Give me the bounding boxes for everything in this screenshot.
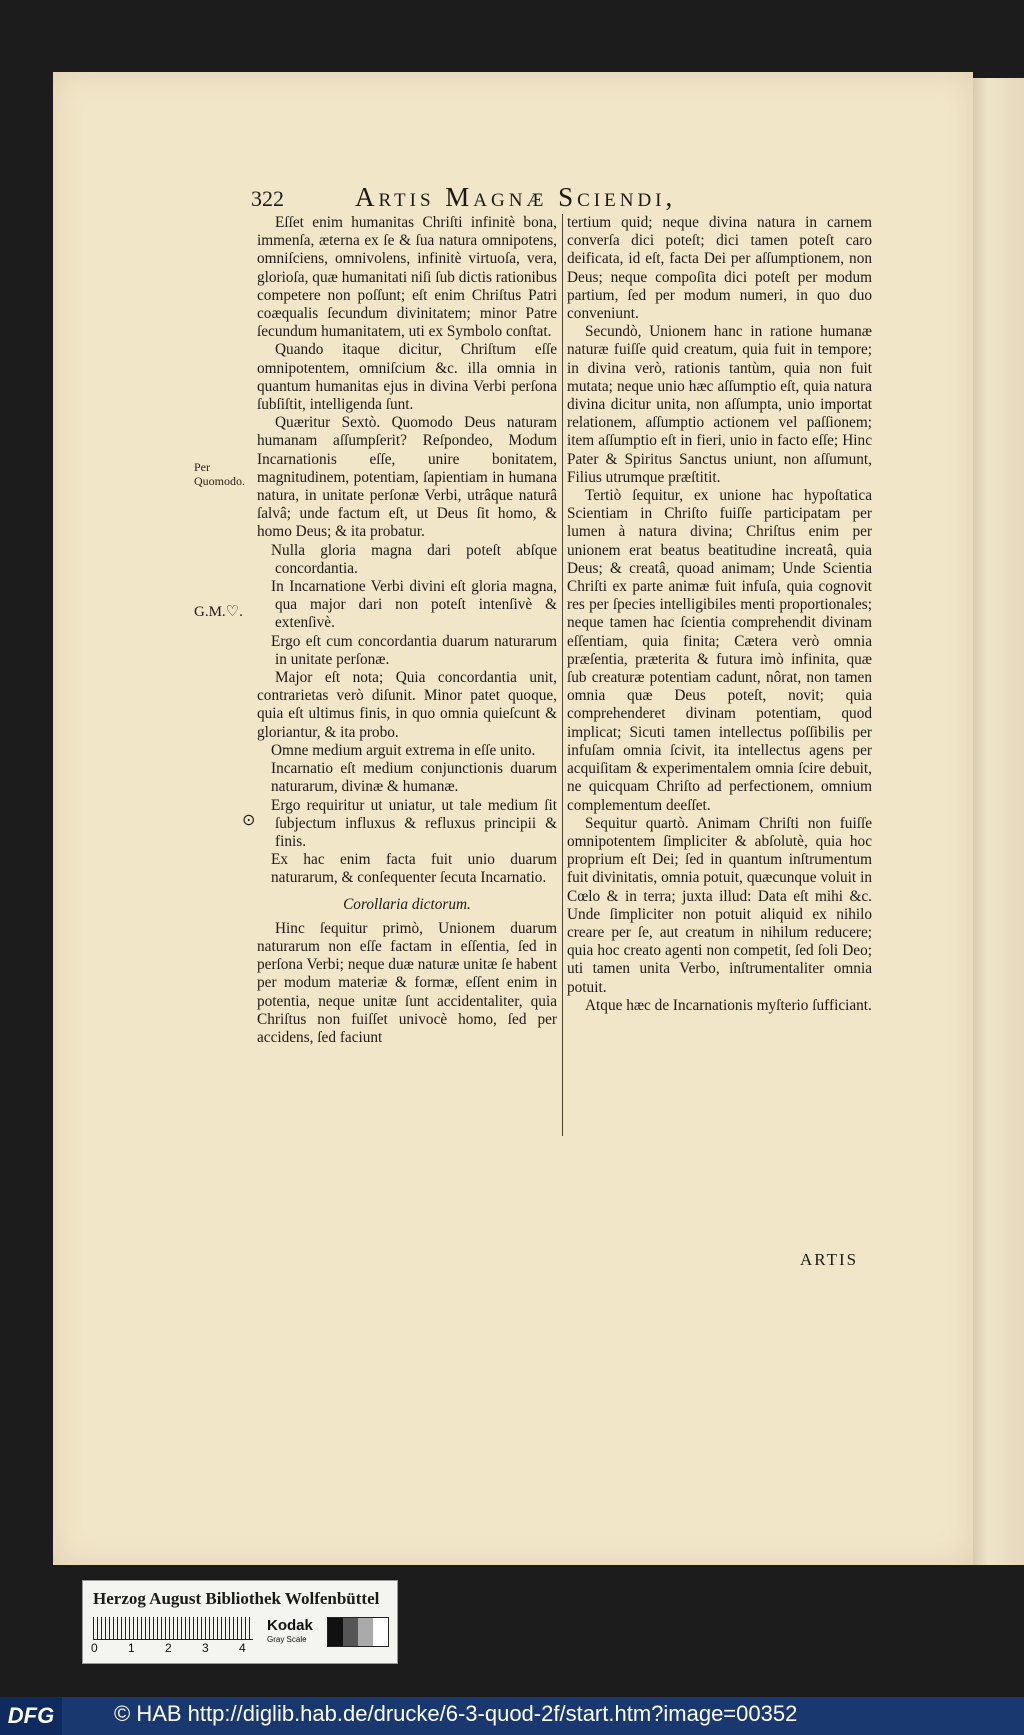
gray-scale-label: Gray Scale	[267, 1635, 307, 1644]
right-text-column	[567, 214, 872, 1015]
ruler-number: 0	[91, 1641, 98, 1655]
ruler-number: 1	[128, 1641, 135, 1655]
paragraph: Ergo requiritur ut uniatur, ut tale medium ſit ſubjectum influxus & refluxus principii & finis.	[271, 796, 557, 850]
margin-note-gm: G.M.♡.	[194, 604, 243, 620]
paragraph: Secundò, Unionem hanc in ratione humanæ naturæ fuiſſe quid creatum, quia fuit in tempore; in divina verò, rationis tantùm, quia non fuit mutata; neque unio hæc aſſumptio eſt, quia natura divina dicitur unita, non aſſumpta, unio importat relationem, aſſumptio actionem vel paſſionem; item aſſumptio eſt in fieri, unio in facto eſſe; Hinc Pater & Spiritus Sanctus uniunt, non aſſumunt, Filius utrumque præſtitit.	[567, 323, 872, 486]
paragraph: Ex hac enim facta fuit unio duarum naturarum, & conſequenter ſecuta Incarnatio.	[271, 851, 557, 887]
gray-scale-patches	[327, 1617, 389, 1647]
ruler-number: 4	[239, 1641, 246, 1655]
ruler-number: 2	[165, 1641, 172, 1655]
paragraph: Nulla gloria magna dari poteſt abſque concordantia.	[271, 541, 557, 577]
paragraph: Major eſt nota; Quia concordantia unit, contrarietas verò diſunit. Minor patet quoque, quia eſt ultimus finis, in quo omnia quieſcunt & gloriantur, & ita probo.	[257, 669, 557, 741]
paragraph: Hinc ſequitur primò, Unionem duarum naturarum non eſſe factam in eſſentia, ſed in perſona Verbi; neque duæ naturæ unitæ ſe habent per modum materiæ & formæ, eſſent enim in potentia, neque unitæ ſunt accidentaliter, quia Chriſtus non fuiſſet univocè homo, ſed per accidens, ſed faciunt	[257, 919, 557, 1046]
margin-note-quomodo: Per Quomodo.	[194, 460, 245, 488]
paragraph: Corollaria dictorum.	[343, 895, 471, 913]
copyright-link[interactable]: © HAB http://diglib.hab.de/drucke/6-3-quod-2f/start.htm?image=00352	[114, 1701, 798, 1726]
library-name: Herzog August Bibliothek Wolfenbüttel	[93, 1589, 380, 1608]
dfg-logo: DFG	[0, 1697, 62, 1735]
paragraph: Omne medium arguit extrema in eſſe unito.	[271, 741, 536, 759]
catchword: ARTIS	[800, 1250, 859, 1269]
page-number: 322	[251, 186, 284, 211]
library-color-card	[82, 1580, 398, 1664]
paragraph: Ergo eſt cum concordantia duarum naturarum in unitate perſonæ.	[271, 632, 557, 668]
paragraph: Eſſet enim humanitas Chriſti infinitè bona, immenſa, æterna ex ſe & ſua natura omnipotens, omniſciens, omnivolens, infinitè virtuoſa, vera, glorioſa, quæ humanitati niſi ſub dictis rationibus competere non poſſunt; eſt enim Chriſtus Patri coæqualis ſecundum divinitatem; minor Patre ſecundum humanitatem, uti ex Symbolo conſtat.	[257, 214, 557, 341]
paragraph: Quæritur Sextò. Quomodo Deus naturam humanam aſſumpſerit? Reſpondeo, Modum Incarnationis eſſe, unire bonitatem, magnitudinem, potentiam, ſapientiam in humana natura, in unitate perſonæ Verbi, utrâque naturâ ſalvâ; unde factum eſt, ut Deus ſit homo, & homo Deus; & ita probatur.	[257, 414, 557, 541]
paragraph: Tertiò ſequitur, ex unione hac hypoſtatica Scientiam in Chriſto fuiſſe participatam per lumen à natura divina; Chriſtus enim per unionem erat beatus beatitudine increatâ, quia Deus; & creatâ, quoad animam; Unde Scientia Chriſti ex parte animæ fuit infuſa, quia cognovit res per ſpecies intelligibiles menti proportionales; neque tamen hac ſcientia comprehendit divinam eſſentiam, quia finita; Cætera verò omnia præſentia, præterita & futura imò infinita, quæ ſub creaturæ potentiam cadunt, nôrat, non tamen omnia quæ Deus poteſt, novit; quia comprehenderet divinam potentiam, quod implicat; Sicuti tamen intellectus poſſibilis per infuſam omnia ſcivit, ita intellectus agens per acquiſitam & experimentalem omnia ſcire debuit, ne quicquam Chriſto ad perfectionem, omnium complementum deeſſet.	[567, 487, 872, 814]
paragraph: Quando itaque dicitur, Chriſtum eſſe omnipotentem, omniſcium &c. illa omnia in quantum humanitas ejus in divina Verbi perſona ſubſiſtit, intelligenda ſunt.	[257, 341, 557, 414]
paragraph: tertium quid; neque divina natura in carnem converſa dici poteſt; dici tamen poteſt caro deificata, id eſt, facta Dei per aſſumptionem, non Deus; neque compoſita dici poteſt per modum partium, ſed per modum numeri, in quo duo conveniunt.	[567, 214, 872, 323]
kodak-label: Kodak	[267, 1617, 313, 1634]
paragraph: In Incarnatione Verbi divini eſt gloria magna, qua major dari non poteſt intenſivè & extenſivè.	[271, 578, 557, 632]
ruler-numbers	[91, 1641, 276, 1655]
column-divider	[562, 214, 563, 1136]
left-text-column	[257, 214, 557, 1047]
paragraph: Incarnatio eſt medium conjunctionis duarum naturarum, divinæ & humanæ.	[271, 760, 557, 796]
margin-circle-symbol: ⊙	[242, 812, 256, 829]
paragraph: Atque hæc de Incarnationis myſterio ſufficiant.	[585, 996, 872, 1014]
ruler-scale	[93, 1617, 253, 1640]
footer-bar	[0, 1697, 1024, 1735]
page-edge	[973, 78, 1024, 1565]
paragraph: Sequitur quartò. Animam Chriſti non fuiſſe omnipotentem ſimpliciter & abſolutè, quia hoc proprium eſt Dei; ſed in quantum inſtrumentum fuit divinitatis, omnia potuit, quæcunque voluit in Cœlo & in terra; juxta illud: Data eſt mihi &c. Unde ſimpliciter non potuit aliquid ex nihilo creare per ſe, aut creatum in nihilum reducere; quia hoc creato agenti non competit, ſed ſoli Deo; uti tamen unita Verbo, inſtrumentaliter omnia potuit.	[567, 814, 872, 996]
running-title: Artis Magnæ Sciendi,	[355, 182, 677, 212]
ruler-number: 3	[202, 1641, 209, 1655]
